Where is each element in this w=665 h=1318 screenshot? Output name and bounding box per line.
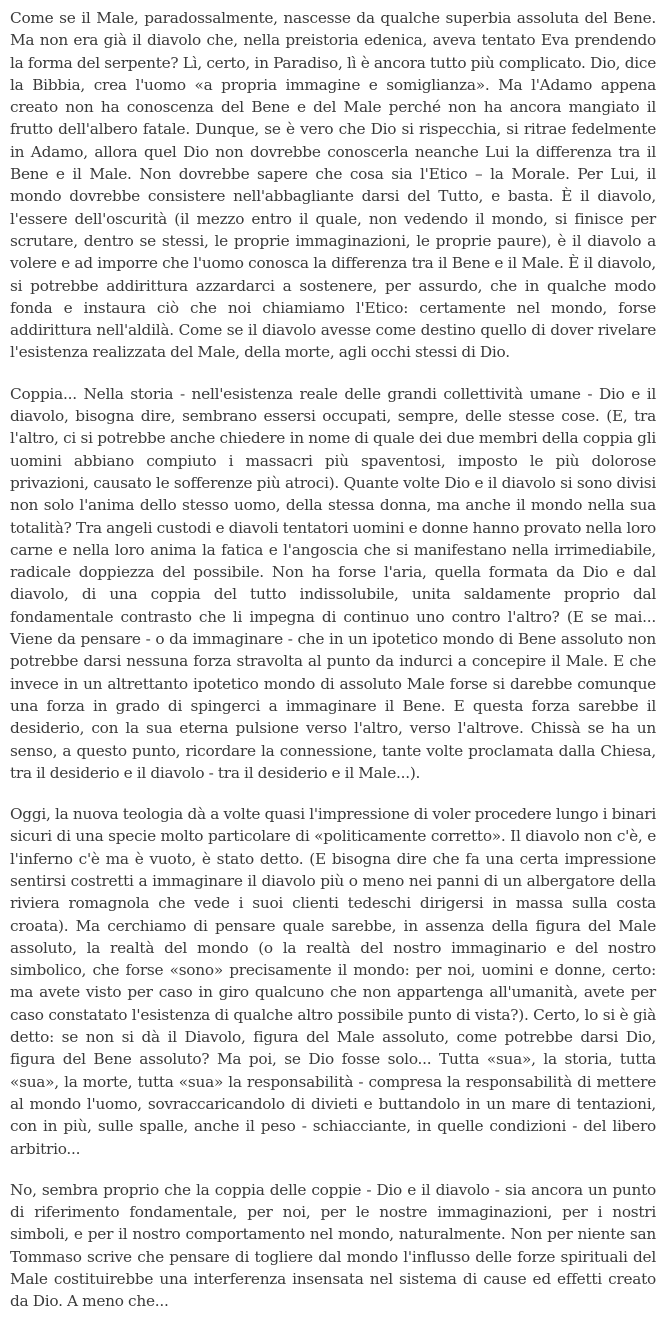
paragraph: No, sembra proprio che la coppia delle coppie - Dio e il diavolo - sia ancora un punto di riferimento fondamentale, per noi, per le nostre immaginazioni, per i nostri simboli, e per il nostro comportamento nel mondo, naturalmente. Non per niente san Tommaso scrive che pensare di togliere dal mondo l'influsso delle forze spirituali del Male costituirebbe una interferenza insensata nel sistema di cause ed effetti creato da Dio. A meno che... — [10, 1180, 656, 1311]
paragraph: Coppia... Nella storia - nell'esistenza reale delle grandi collettività umane - Dio e il diavolo, bisogna dire, sembrano essersi occupati, sempre, delle stesse cose. (E, tra l'altro, ci si potrebbe anche chiedere in nome di quale dei due membri della coppia gli uomini abbiano compiuto i massacri più spaventosi, imposto le più dolorose privazioni, causato le sofferenze più atroci). Quante volte Dio e il diavolo si sono divisi non solo l'anima dello stesso uomo, della stessa donna, ma anche il mondo nella sua totalità? Tra angeli custodi e diavoli tentatori uomini e donne hanno provato nella loro carne e nella loro anima la fatica e l'angoscia che si manifestano nella irrimediabile, radicale doppiezza del possibile. Non ha forse l'aria, quella formata da Dio e dal diavolo, di una coppia del tutto indissolubile, unita saldamente proprio dal fondamentale contrasto che li impegna di continuo uno contro l'altro? (E se mai... Viene da pensare - o da immaginare - che in un ipotetico mondo di Bene assoluto non potrebbe darsi nessuna forza stravolta al punto da indurci a concepire il Male. E che invece in un altrettanto ipotetico mondo di assoluto Male forse si darebbe comunque una forza in grado di spingerci a immaginare il Bene. E questa forza sarebbe il desiderio, con la sua eterna pulsione verso l'altro, verso l'altrove. Chissà se ha un senso, a questo punto, ricordare la connessione, tante volte proclamata dalla Chiesa, tra il desiderio e il diavolo - tra il desiderio e il Male...). — [10, 384, 656, 782]
paragraph: Come se il Male, paradossalmente, nascesse da qualche superbia assoluta del Bene. Ma non era già il diavolo che, nella preistoria edenica, aveva tentato Eva prendendo la forma del serpente? Lì, certo, in Paradiso, lì è ancora tutto più complicato. Dio, dice la Bibbia, crea l'uomo «a propria immagine e somiglianza». Ma l'Adamo appena creato non ha conoscenza del Bene e del Male perché non ha ancora mangiato il frutto dell'albero fatale. Dunque, se è vero che Dio si rispecchia, si ritrae fedelmente in Adamo, allora quel Dio non dovrebbe conoscerla neanche Lui la differenza tra il Bene e il Male. Non dovrebbe sapere che cosa sia l'Etico – la Morale. Per Lui, il mondo dovrebbe consistere nell'abbagliante darsi del Tutto, e basta. È il diavolo, l'essere dell'oscurità (il mezzo entro il quale, non vedendo il mondo, si finisce per scrutare, dentro se stessi, le proprie immaginazioni, le proprie paure), è il diavolo a volere e ad imporre che l'uomo conosca la differenza tra il Bene e il Male. È il diavolo, si potrebbe addirittura azzardarci a sostenere, per assurdo, che in qualche modo fonda e instaura ciò che noi chiamiamo l'Etico: certamente nel mondo, forse addirittura nell'aldilà. Come se il diavolo avesse come destino quello di dover rivelare l'esistenza realizzata del Male, della morte, agli occhi stessi di Dio. — [10, 9, 656, 362]
paragraph: Oggi, la nuova teologia dà a volte quasi l'impressione di voler procedere lungo i binari sicuri di una specie molto particolare di «politicamente corretto». Il diavolo non c'è, e l'inferno c'è ma è vuoto, è stato detto. (E bisogna dire che fa una certa impressione sentirsi costretti a immaginare il diavolo più o meno nei panni di un albergatore della riviera romagnola che vede i suoi clienti tedeschi dirigersi in massa sulla costa croata). Ma cerchiamo di pensare quale sarebbe, in assenza della figura del Male assoluto, la realtà del mondo (o la realtà del nostro immaginario e del nostro simbolico, che forse «sono» precisamente il mondo: per noi, uomini e donne, certo: ma avete visto per caso in giro qualcuno che non appartenga all'umanità, avete per caso constatato l'esistenza di qualche altro possibile punto di vista?). Certo, lo si è già detto: se non si dà il Diavolo, figura del Male assoluto, come potrebbe darsi Dio, figura del Bene assoluto? Ma poi, se Dio fosse solo... Tutta «sua», la storia, tutta «sua», la morte, tutta «sua» la responsabilità - compresa la responsabilità di mettere al mondo l'uomo, sovraccaricandolo di divieti e buttandolo in un mare di tentazioni, con in più, sulle spalle, anche il peso - schiacciante, in quelle condizioni - del libero arbitrio... — [10, 805, 656, 1158]
